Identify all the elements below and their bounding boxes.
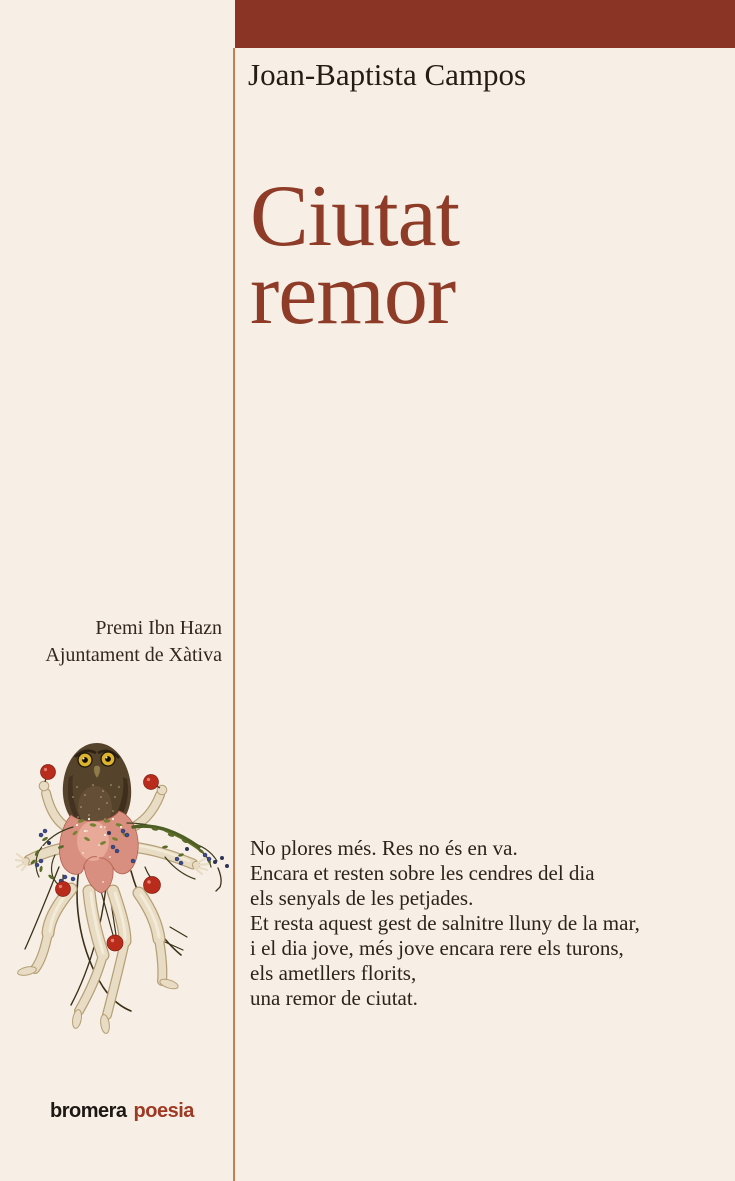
poem-line: una remor de ciutat.: [250, 986, 418, 1010]
poem-line: els senyals de les petjades.: [250, 886, 474, 910]
title-line-1: Ciutat: [250, 168, 460, 265]
publisher-name: bromera: [50, 1100, 127, 1122]
poem-line: i el dia jove, més jove encara rere els turons,: [250, 936, 624, 960]
publisher-logo: [50, 1100, 194, 1122]
pink-torso: [59, 811, 138, 893]
award-text: [0, 615, 222, 669]
collection-name: poesia: [133, 1100, 194, 1122]
poem-excerpt: [250, 836, 640, 1011]
award-line-1: Premi Ibn Hazn: [95, 617, 222, 639]
bosch-owl-creature-illustration: [15, 727, 235, 1042]
top-bar: [235, 0, 735, 48]
award-line-2: Ajuntament de Xàtiva: [45, 644, 222, 666]
owl-creature-icon: [15, 727, 235, 1042]
poem-line: Encara et resten sobre les cendres del dia: [250, 861, 595, 885]
title-line-2: remor: [250, 246, 456, 343]
book-title: [250, 168, 460, 343]
poem-line: No plores més. Res no és en va.: [250, 836, 518, 860]
poem-line: Et resta aquest gest de salnitre lluny de la mar,: [250, 911, 640, 935]
author-name: Joan-Baptista Campos: [248, 57, 527, 92]
poem-line: els ametllers florits,: [250, 961, 417, 985]
